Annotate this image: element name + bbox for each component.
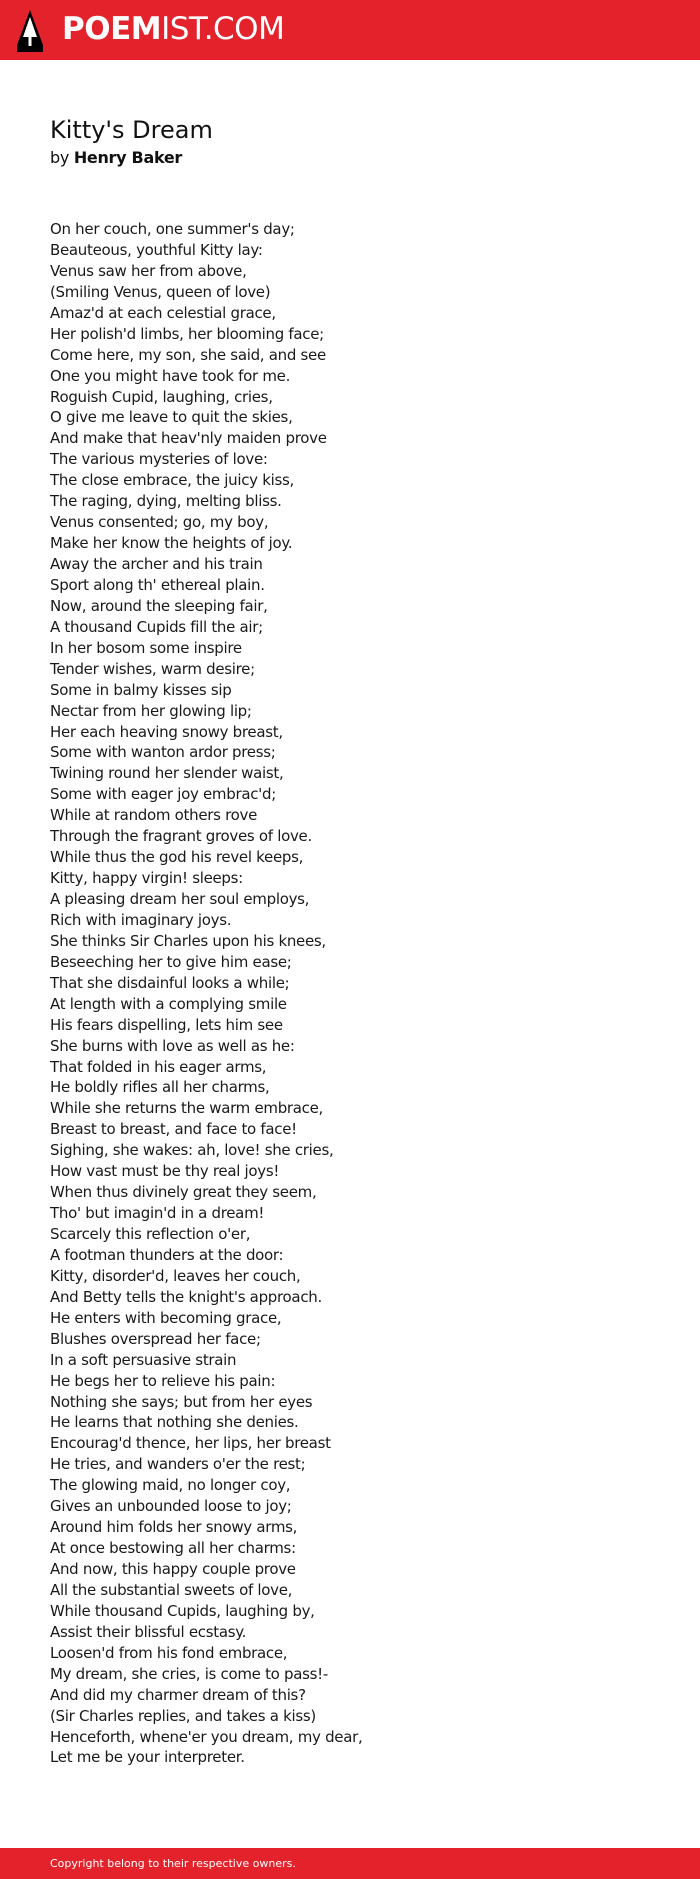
poem-line: Beauteous, youthful Kitty lay: [50,240,263,259]
poem-author: Henry Baker [73,148,182,167]
poem-line: In her bosom some inspire [50,638,242,657]
poem-line: Now, around the sleeping fair, [50,596,268,615]
poem-line: My dream, she cries, is come to pass!- [50,1664,328,1683]
poem-line: Her polish'd limbs, her blooming face; [50,324,324,343]
poem-line: And make that heav'nly maiden prove [50,429,327,448]
poem-line: Her each heaving snowy breast, [50,722,283,741]
poem-line: Tho' but imagin'd in a dream! [50,1204,265,1223]
pen-nib-icon[interactable] [16,10,44,52]
poem-line: He tries, and wanders o'er the rest; [50,1455,306,1474]
poem-line: Kitty, disorder'd, leaves her couch, [50,1266,301,1285]
poem-line: The glowing maid, no longer coy, [50,1476,291,1495]
poem-line: Gives an unbounded loose to joy; [50,1497,292,1516]
by-label: by [50,148,70,167]
poem-line: He learns that nothing she denies. [50,1413,299,1432]
site-logo[interactable] [62,9,284,49]
poem-line: Make her know the heights of joy. [50,534,293,553]
poem-line: Some with eager joy embrac'd; [50,785,276,804]
poem-line: That she disdainful looks a while; [50,973,290,992]
poem-byline [50,147,182,169]
poem-line: Tender wishes, warm desire; [50,659,255,678]
site-header [0,0,700,60]
poem-line: Roguish Cupid, laughing, cries, [50,387,273,406]
poem-line: While at random others rove [50,806,258,825]
poem-line: On her couch, one summer's day; [50,220,295,238]
poem-line: Blushes overspread her face; [50,1329,261,1348]
poem-line: Twining round her slender waist, [50,764,284,783]
poem-line: O give me leave to quit the skies, [50,408,293,427]
poem-line: Away the archer and his train [50,555,263,573]
poem-line: Sighing, she wakes: ah, love! she cries, [50,1141,334,1160]
poem-title: Kitty's Dream [50,116,213,144]
poem-line: Come here, my son, she said, and see [50,345,326,364]
poem-line: Rich with imaginary joys. [50,910,232,929]
poem-line: Venus saw her from above, [50,261,247,280]
poem-line: She thinks Sir Charles upon his knees, [50,931,326,950]
poem-line: His fears dispelling, lets him see [50,1015,283,1034]
footer-copyright: Copyright belong to their respective owners. [50,1857,296,1870]
poem-line: Kitty, happy virgin! sleeps: [50,869,243,888]
poem-line: He boldly rifles all her charms, [50,1078,270,1097]
poem-line: She burns with love as well as he: [50,1036,295,1055]
poem-line: Encourag'd thence, her lips, her breast [50,1434,331,1453]
poem-line: Amaz'd at each celestial grace, [50,303,276,322]
poem-line: All the substantial sweets of love, [50,1580,293,1599]
poem-line: While thus the god his revel keeps, [50,848,304,867]
poem-line: At length with a complying smile [50,994,287,1013]
poem-line: Nectar from her glowing lip; [50,701,252,720]
poem-line: At once bestowing all her charms: [50,1539,296,1558]
poem-line: A thousand Cupids fill the air; [50,617,263,636]
poem-line: While she returns the warm embrace, [50,1099,324,1118]
poem-line: In a soft persuasive strain [50,1350,237,1369]
poem-line: Nothing she says; but from her eyes [50,1392,313,1411]
poem-line: The raging, dying, melting bliss. [50,492,282,511]
poem-line: Beseeching her to give him ease; [50,952,292,971]
poem-body [50,219,362,1768]
poem-line: A pleasing dream her soul employs, [50,890,310,908]
poem-line: Henceforth, whene'er you dream, my dear, [50,1727,363,1746]
poem-line: Assist their blissful ecstasy. [50,1622,247,1641]
site-footer [0,1848,700,1879]
poem-line: Through the fragrant groves of love. [50,827,312,846]
poem-line: He begs her to relieve his pain: [50,1371,276,1390]
poem-line: Venus consented; go, my boy, [50,513,269,532]
poem-line: That folded in his eager arms, [50,1057,267,1076]
poem-line: Sport along th' ethereal plain. [50,575,265,594]
poem-line: One you might have took for me. [50,366,291,385]
poem-line: While thousand Cupids, laughing by, [50,1601,315,1620]
poem-line: He enters with becoming grace, [50,1308,282,1327]
poem-line: Let me be your interpreter. [50,1748,245,1767]
logo-text-light: IST.COM [161,11,285,47]
poem-line: The various mysteries of love: [50,450,268,469]
poem-line: When thus divinely great they seem, [50,1183,317,1202]
poem-line: The close embrace, the juicy kiss, [50,471,294,490]
poem-line: And did my charmer dream of this? [50,1685,306,1704]
poem-line: Some with wanton ardor press; [50,743,276,762]
poem-line: A footman thunders at the door: [50,1245,284,1264]
poem-line: (Sir Charles replies, and takes a kiss) [50,1706,316,1725]
logo-text-strong: POEM [62,11,162,47]
poem-line: Scarcely this reflection o'er, [50,1225,251,1243]
poem-line: And now, this happy couple prove [50,1560,296,1578]
poem-line: Loosen'd from his fond embrace, [50,1643,288,1662]
poem-line: How vast must be thy real joys! [50,1162,280,1181]
poem-line: (Smiling Venus, queen of love) [50,282,271,301]
poem-line: Around him folds her snowy arms, [50,1518,298,1537]
poem-line: Breast to breast, and face to face! [50,1120,297,1139]
poem-line: Some in balmy kisses sip [50,680,232,699]
poem-line: And Betty tells the knight's approach. [50,1287,322,1306]
